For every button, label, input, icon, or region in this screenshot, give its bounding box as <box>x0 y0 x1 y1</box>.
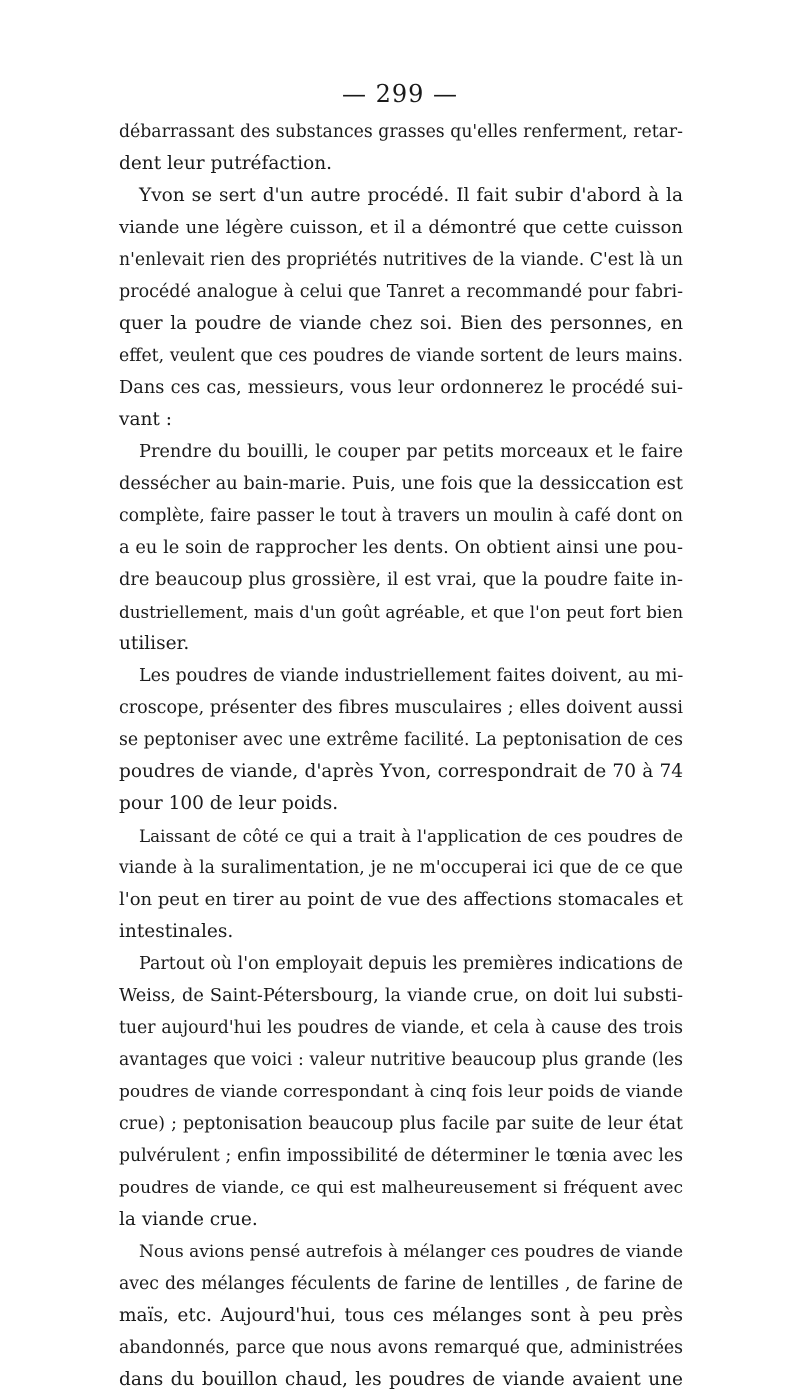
text-line: dre beaucoup plus grossière, il est vrai, que la poudre faite in- <box>119 570 683 590</box>
text-line: crue) ; peptonisation beaucoup plus facile par suite de leur état <box>119 1114 683 1134</box>
text-line: a eu le soin de rapprocher les dents. On obtient ainsi une pou- <box>119 538 683 558</box>
text-line: complète, faire passer le tout à travers un moulin à café dont on <box>119 506 683 526</box>
text-line: dans du bouillon chaud, les poudres de viande avaient une <box>119 1369 683 1390</box>
text-line: poudres de viande, d'après Yvon, correspondrait de 70 à 74 <box>119 761 683 782</box>
text-line: effet, veulent que ces poudres de viande sortent de leurs mains. <box>119 346 683 366</box>
text-line: dustriellement, mais d'un goût agréable, et que l'on peut fort bien <box>119 602 683 622</box>
text-line: procédé analogue à celui que Tanret a recommandé pour fabri- <box>119 282 683 302</box>
text-line: dent leur putréfaction. <box>119 153 333 174</box>
text-line: maïs, etc. Aujourd'hui, tous ces mélanges sont à peu près <box>119 1305 683 1326</box>
text-line: Dans ces cas, messieurs, vous leur ordonnerez le procédé sui- <box>119 378 683 398</box>
text-line: avantages que voici : valeur nutritive beaucoup plus grande (les <box>119 1050 683 1070</box>
text-line: Les poudres de viande industriellement faites doivent, au mi- <box>139 666 684 686</box>
page-number: — 299 — <box>341 80 459 108</box>
text-line: avec des mélanges féculents de farine de lentilles , de farine de <box>119 1274 683 1294</box>
text-line: Weiss, de Saint-Pétersbourg, la viande crue, on doit lui substi- <box>119 986 683 1006</box>
text-line: n'enlevait rien des propriétés nutritives de la viande. C'est là un <box>119 250 683 270</box>
text-line: viande à la suralimentation, je ne m'occuperai ici que de ce que <box>119 858 683 878</box>
text-line: débarrassant des substances grasses qu'elles renferment, retar- <box>119 122 683 142</box>
text-line: pulvérulent ; enfin impossibilité de déterminer le tœnia avec les <box>119 1146 683 1166</box>
text-line: Partout où l'on employait depuis les premières indications de <box>139 954 684 974</box>
text-line: Nous avions pensé autrefois à mélanger ces poudres de viande <box>139 1242 684 1262</box>
text-line: vant : <box>119 409 172 430</box>
text-line: l'on peut en tirer au point de vue des affections stomacales et <box>119 889 683 910</box>
text-line: utiliser. <box>119 633 190 654</box>
text-line: la viande crue. <box>119 1209 258 1230</box>
text-line: poudres de viande correspondant à cinq fois leur poids de viande <box>119 1082 683 1102</box>
text-line: quer la poudre de viande chez soi. Bien des personnes, en <box>119 313 683 334</box>
text-line: Yvon se sert d'un autre procédé. Il fait subir d'abord à la <box>139 185 683 206</box>
text-line: viande une légère cuisson, et il a démontré que cette cuisson <box>119 217 683 238</box>
body-text <box>119 116 683 1396</box>
text-line: tuer aujourd'hui les poudres de viande, et cela à cause des trois <box>119 1018 683 1038</box>
text-line: Prendre du bouilli, le couper par petits morceaux et le faire <box>139 442 683 462</box>
text-line: Laissant de côté ce qui a trait à l'application de ces poudres de <box>139 826 683 846</box>
text-line: croscope, présenter des fibres musculaires ; elles doivent aussi <box>119 698 683 718</box>
text-line: dessécher au bain-marie. Puis, une fois que la dessiccation est <box>119 474 683 494</box>
text-line: intestinales. <box>119 921 234 942</box>
text-line: abandonnés, parce que nous avons remarqué que, administrées <box>119 1338 683 1358</box>
text-line: se peptoniser avec une extrême facilité. La peptonisation de ces <box>119 730 683 750</box>
text-line: poudres de viande, ce qui est malheureusement si fréquent avec <box>119 1178 683 1198</box>
text-line: pour 100 de leur poids. <box>119 793 339 814</box>
